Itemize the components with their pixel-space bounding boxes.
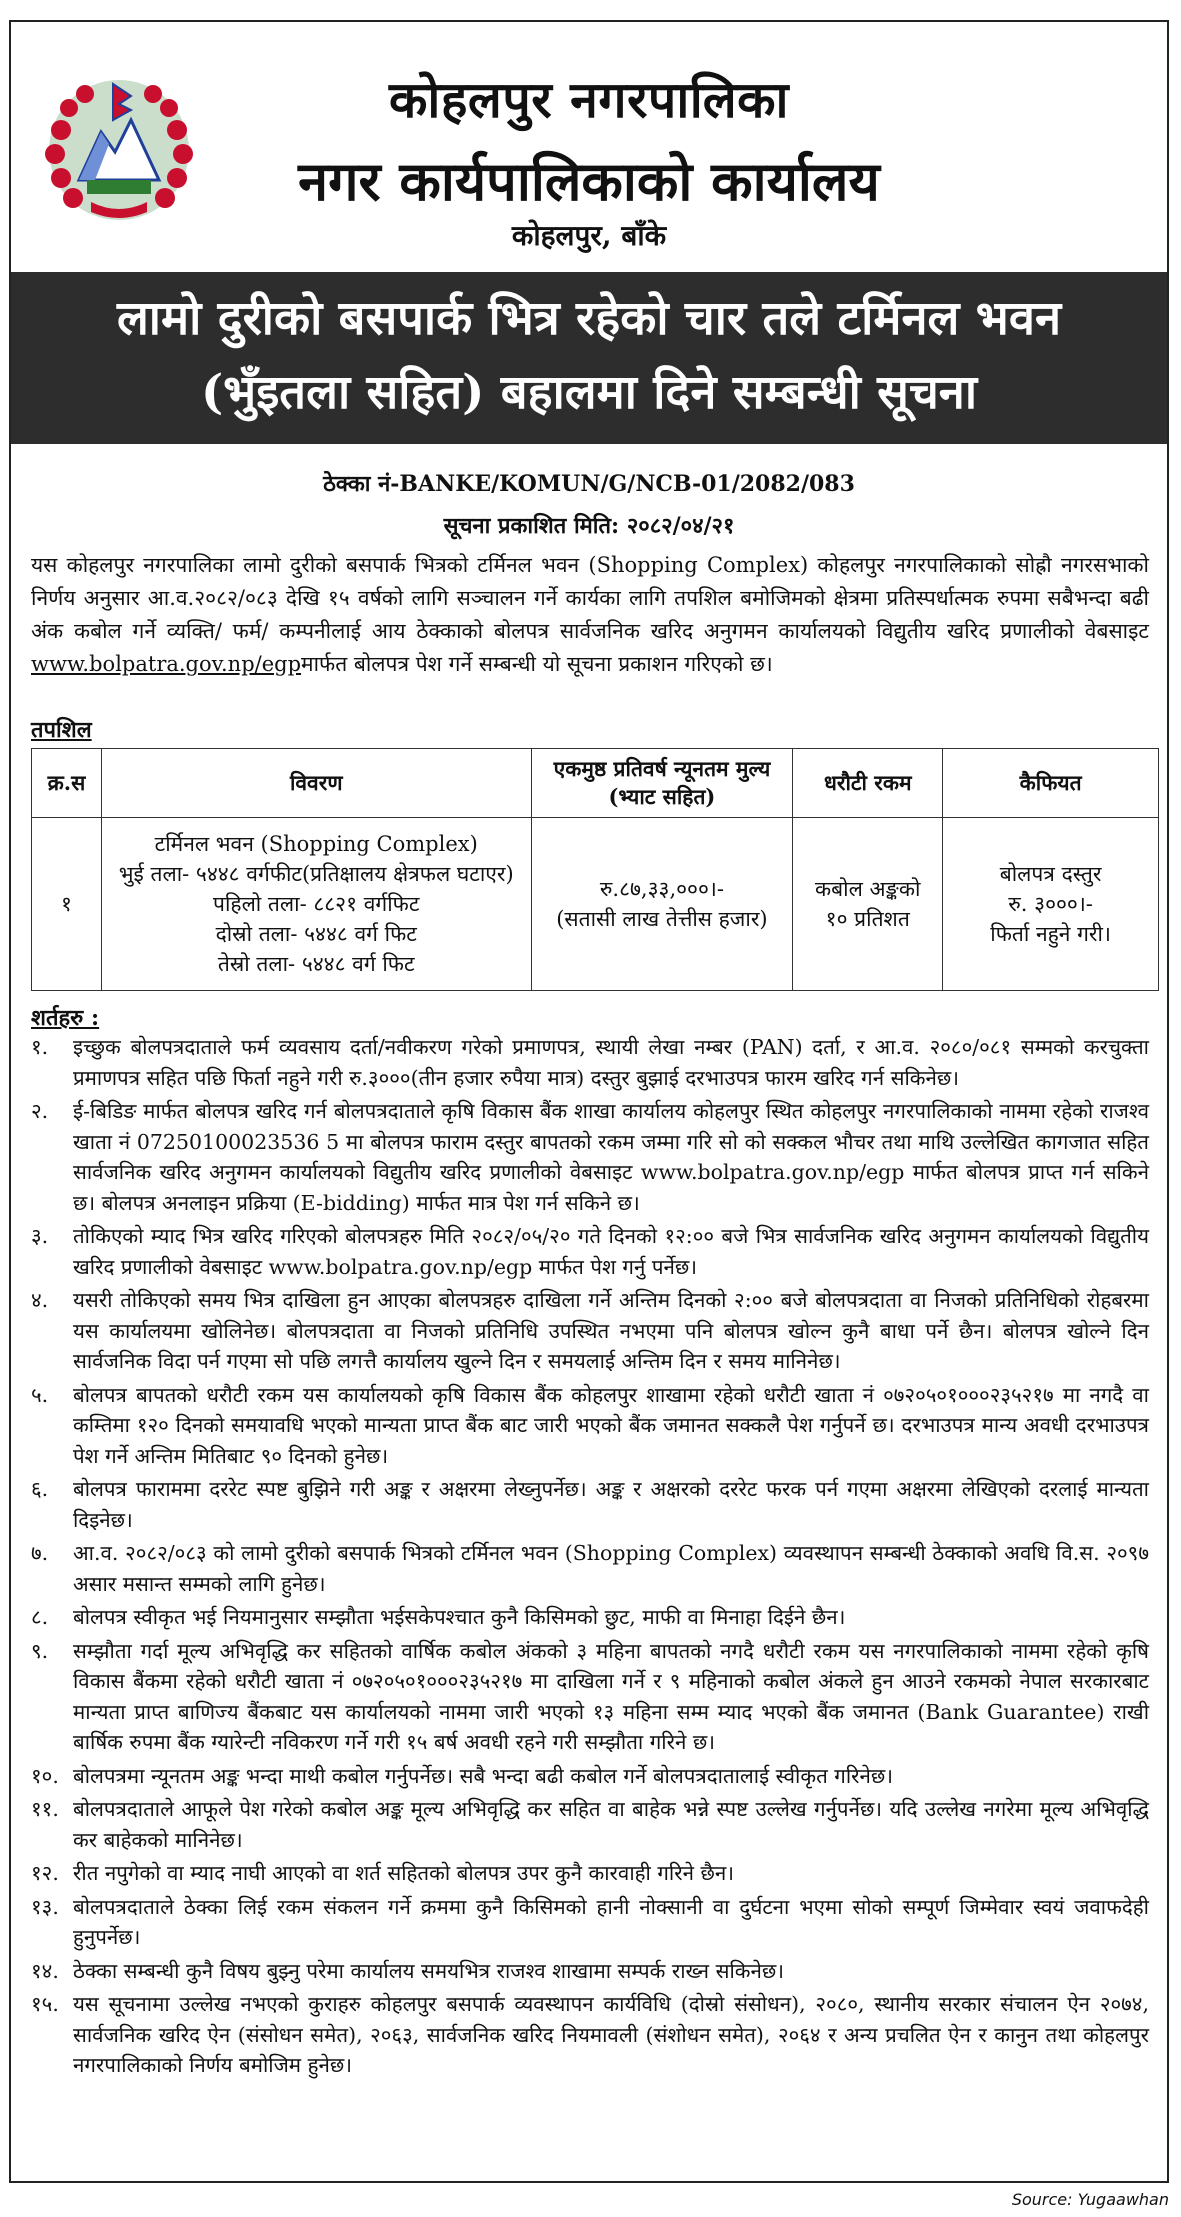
desc-line: टर्मिनल भवन (Shopping Complex) — [154, 832, 478, 856]
notice-page — [9, 20, 1169, 2183]
cell-description — [101, 818, 531, 991]
intro-text: यस कोहलपुर नगरपालिका लामो दुरीको बसपार्क भित्रको टर्मिनल भवन (Shopping Complex) कोहलपुर नगरपालिकाको सोह्रौ नगरसभाको निर्णय अनुसार आ.व.२०८२/०८३ देखि १५ वर्षको लागि सञ्चालन गर्ने कार्यका लागि तपशिल बमोजिमको क्षेत्रमा प्रतिस्पर्धात्मक रुपमा सबैभन्दा बढी अंक कबोल गर्ने व्यक्ति/ फर्म/ कम्पनीलाई आय ठेक्काको बोलपत्र सार्वजनिक खरिद अनुगमन कार्यालयको विद्युतीय खरिद प्रणालीको वेबसाइट — [31, 553, 1149, 643]
table-row — [32, 818, 1159, 991]
notice-title-line1: लामो दुरीको बसपार्क भित्र रहेको चार तले टर्मिनल भवन — [116, 291, 1062, 346]
condition-text: बोलपत्रमा न्यूनतम अङ्क भन्दा माथी कबोल गर्नुपर्नेछ। सबै भन्दा बढी कबोल गर्ने बोलपत्रदातालाई स्वीकृत गरिनेछ। — [73, 1763, 894, 1788]
condition-item — [31, 1989, 1149, 2081]
condition-text: यसरी तोकिएको समय भित्र दाखिला हुन आएका बोलपत्रहरु दाखिला गर्ने अन्तिम दिनको २:०० बजे बोलपत्रदाता वा निजको प्रतिनिधिको रोहबरमा यस कार्यालयमा खोलिनेछ। बोलपत्रदाता वा निजको प्रतिनिधि उपस्थित नभएमा पनि बोलपत्र खोल्न कुनै बाधा पर्ने छैन। बोलपत्र खोल्ने दिन सार्वजनिक विदा पर्न गएमा सो पछि लगत्तै कार्यालय खुल्ने दिन र समयलाई अन्तिम दिन र समय मानिनेछ। — [73, 1288, 1149, 1373]
condition-number: ७. — [31, 1541, 49, 1565]
condition-text: बोलपत्रदाताले आफूले पेश गरेको कबोल अङ्क मूल्य अभिवृद्धि कर सहित वा बाहेक भन्ने स्पष्ट उल्लेख गर्नुपर्नेछ। यदि उल्लेख नगरेमा मूल्य अभिवृद्धि कर बाहेकको मानिनेछ। — [73, 1797, 1149, 1852]
condition-text: तोकिएको म्याद भित्र खरिद गरिएको बोलपत्रहरु मिति २०८२/०५/२० गते दिनको १२:०० बजे भित्र सार्वजनिक खरिद अनुगमन कार्यालयको विद्युतीय खरिद प्रणालीको वेबसाइट www.bolpatra.gov.np/egp मार्फत पेश गर्नु पर्नेछ। — [73, 1224, 1149, 1279]
condition-text: इच्छुक बोलपत्रदाताले फर्म व्यवसाय दर्ता/नवीकरण गरेको प्रमाणपत्र, स्थायी लेखा नम्बर (PAN) दर्ता, र आ.व. २०८०/०८१ सम्मको करचुक्ता प्रमाणपत्र सहित पछि फिर्ता नहुने गरी रु.३०००(तीन हजार रुपैया मात्र) दस्तुर बुझाई दरभाउपत्र फारम खरिद गर्न सकिनेछ। — [73, 1035, 1149, 1090]
condition-item — [31, 1285, 1149, 1377]
condition-text: आ.व. २०८२/०८३ को लामो दुरीको बसपार्क भित्रको टर्मिनल भवन (Shopping Complex) व्यवस्थापन सम्बन्धी ठेक्काको अवधि वि.स. २०९७ असार मसान्त सम्मको लागि हुनेछ। — [73, 1541, 1149, 1596]
col-header-remarks: कैफियत — [943, 749, 1159, 818]
publish-date: सूचना प्रकाशित मिति: २०८२/०४/२१ — [443, 513, 735, 539]
conditions-title: शर्तहरु : — [31, 1005, 100, 1031]
condition-number: ५. — [31, 1382, 49, 1407]
notice-title-banner — [11, 272, 1167, 444]
condition-number: ९. — [31, 1638, 49, 1663]
cell-remarks — [943, 818, 1159, 991]
condition-number: १५. — [31, 1992, 59, 2016]
desc-line: दोस्रो तला- ५४४८ वर्ग फिट — [215, 922, 417, 946]
condition-text: रीत नपुगेको वा म्याद नाघी आएको वा शर्त सहितको बोलपत्र उपर कुनै कारवाही गरिने छैन। — [73, 1861, 734, 1885]
col-header-deposit: धरौटी रकम — [793, 749, 943, 818]
bolpatra-link[interactable]: www.bolpatra.gov.np/egp — [31, 652, 302, 676]
cell-sn: १ — [32, 818, 102, 991]
col-header-description: विवरण — [101, 749, 531, 818]
office-location: कोहलपुर, बाँके — [511, 219, 667, 252]
notice-title-line2: (भुँइतला सहित) बहालमा दिने सम्बन्धी सूचना — [200, 365, 978, 420]
condition-item — [31, 1096, 1149, 1218]
condition-text: यस सूचनामा उल्लेख नभएको कुराहरु कोहलपुर बसपार्क व्यवस्थापन कार्यविधि (दोस्रो संसोधन), २०८०, स्थानीय सरकार संचालन ऐन २०७४, सार्वजनिक खरिद ऐन (संसोधन समेत), २०६३, सार्वजनिक खरिद नियमावली (संशोधन समेत), २०६४ र अन्य प्रचलित ऐन र कानुन तथा कोहलपुर नगरपालिकाको निर्णय बमोजिम हुनेछ। — [73, 1992, 1149, 2077]
condition-item — [31, 1032, 1149, 1093]
condition-number: ११. — [31, 1797, 59, 1821]
condition-item — [31, 1956, 1149, 1987]
condition-number: १०. — [31, 1763, 59, 1788]
details-table — [31, 748, 1159, 991]
condition-number: २. — [31, 1099, 49, 1123]
remarks-line: रु. ३०००।- — [1008, 892, 1093, 916]
conditions-list — [31, 1032, 1149, 2084]
condition-number: ३. — [31, 1224, 49, 1248]
condition-text: बोलपत्र बापतको धरौटी रकम यस कार्यालयको कृषि विकास बैंक कोहलपुर शाखामा रहेको धरौटी खाता नं ०७२०५०१०००२३५२१७ मा नगदै वा कम्तिमा १२० दिनको समयावधि भएको मान्यता प्राप्त बैंक बाट जारी भएको बैंक जमानत सक्कलै पेश गर्नुपर्ने छ। दरभाउपत्र मान्य अवधी दरभाउपत्र पेश गर्ने अन्तिम मितिबाट ९० दिनको हुनेछ। — [73, 1382, 1149, 1468]
deposit-line: कबोल अङ्कको — [815, 877, 921, 901]
table-header-row — [32, 749, 1159, 818]
condition-text: ई-बिडिङ मार्फत बोलपत्र खरिद गर्न बोलपत्रदाताले कृषि विकास बैंक शाखा कार्यालय कोहलपुर स्थित कोहलपुर नगरपालिकाको नाममा रहेको राजश्व खाता नं 07250100023536 5 मा बोलपत्र फाराम दस्तुर बापतको रकम जम्मा गरि सो को सक्कल भौचर तथा माथि उल्लेखित कागजात सहित सार्वजनिक खरिद अनुगमन कार्यालयको विद्युतीय खरिद प्रणालीको वेबसाइट www.bolpatra.gov.np/egp मार्फत बोलपत्र प्राप्त गर्न सकिने छ। बोलपत्र अनलाइन प्रक्रिया (E-bidding) मार्फत मात्र पेश गर्न सकिने छ। — [73, 1099, 1149, 1215]
intro-paragraph — [31, 549, 1149, 681]
remarks-line: फिर्ता नहुने गरी। — [990, 922, 1111, 946]
col-header-sn: क्र.स — [32, 749, 102, 818]
source-credit: Source: Yugaawhan — [1011, 2190, 1169, 2209]
office-name: नगर कार्यपालिकाको कार्यालय — [298, 149, 880, 213]
condition-text: बोलपत्र फाराममा दररेट स्पष्ट बुझिने गरी अङ्क र अक्षरमा लेख्नुपर्नेछ। अङ्क र अक्षरको दररेट फरक पर्न गएमा अक्षरमा लेखिएको दरलाई मान्यता दिइनेछ। — [73, 1477, 1149, 1532]
condition-item — [31, 1221, 1149, 1282]
condition-number: ८. — [31, 1605, 49, 1629]
deposit-line: १० प्रतिशत — [825, 907, 910, 931]
tapasil-label: तपशिल — [31, 717, 92, 743]
remarks-line: बोलपत्र दस्तुर — [999, 862, 1102, 886]
desc-line: भुई तला- ५४४८ वर्गफीट(प्रतिक्षालय क्षेत्रफल घटाएर) — [118, 862, 514, 886]
condition-item — [31, 1474, 1149, 1535]
condition-item — [31, 1538, 1149, 1599]
condition-item — [31, 1761, 1149, 1792]
condition-item — [31, 1794, 1149, 1855]
condition-number: ६. — [31, 1477, 49, 1501]
condition-number: १४. — [31, 1958, 59, 1983]
intro-tail: मार्फत बोलपत्र पेश गर्ने सम्बन्धी यो सूचना प्रकाशन गरिएको छ। — [301, 652, 773, 676]
col-header-min-price: एकमुष्ठ प्रतिवर्ष न्यूनतम मुल्य (भ्याट सहित) — [531, 749, 793, 818]
cell-deposit — [793, 818, 943, 991]
condition-text: बोलपत्रदाताले ठेक्का लिई रकम संकलन गर्ने क्रममा कुनै किसिमको हानी नोक्सानी वा दुर्घटना भएमा सोको सम्पूर्ण जिम्मेवार स्वयं जवाफदेही हुनुपर्नेछ। — [73, 1894, 1149, 1949]
condition-item — [31, 1858, 1149, 1889]
condition-number: १३. — [31, 1894, 59, 1919]
condition-number: ४. — [31, 1288, 49, 1312]
condition-text: सम्झौता गर्दा मूल्य अभिवृद्धि कर सहितको वार्षिक कबोल अंकको ३ महिना बापतको नगदै धरौटी रकम यस नगरपालिकाको नाममा रहेको कृषि विकास बैंकमा रहेको धरौटी खाता नं ०७२०५०१०००२३५२१७ मा दाखिला गर्ने र ९ महिनाको कबोल अंकले हुन आउने रकमको नेपाल सरकारबाट मान्यता प्राप्त बाणिज्य बैंकबाट यस कार्यालयको नाममा जारी भएको १३ महिना सम्म म्याद भएको बैंक जमानत (Bank Guarantee) राखी बार्षिक रुपमा बैंक ग्यारेन्टी नविकरण गर्ने गरी १५ बर्ष अवधी रहने गरी सम्झौता गरिने छ। — [73, 1638, 1149, 1754]
condition-item — [31, 1602, 1149, 1633]
price-words: (सतासी लाख तेत्तीस हजार) — [556, 907, 768, 931]
desc-line: पहिलो तला- ८८२१ वर्गफिट — [213, 892, 420, 916]
condition-item — [31, 1636, 1149, 1758]
condition-text: ठेक्का सम्बन्धी कुनै विषय बुझ्नु परेमा कार्यालय समयभित्र राजश्व शाखामा सम्पर्क राख्न सकिनेछ। — [73, 1958, 785, 1983]
condition-number: १. — [31, 1035, 49, 1059]
condition-number: १२. — [31, 1861, 59, 1885]
price-amount: रु.८७,३३,०००।- — [599, 877, 724, 901]
cell-min-price — [531, 818, 793, 991]
municipality-name: कोहलपुर नगरपालिका — [389, 70, 789, 129]
desc-line: तेस्रो तला- ५४४८ वर्ग फिट — [217, 952, 415, 976]
condition-item — [31, 1892, 1149, 1953]
condition-text: बोलपत्र स्वीकृत भई नियमानुसार सम्झौता भईसकेपश्चात कुनै किसिमको छुट, माफी वा मिनाहा दिईने छैन। — [73, 1605, 846, 1629]
condition-item — [31, 1380, 1149, 1472]
tender-number: ठेक्का नं-BANKE/KOMUN/G/NCB-01/2082/083 — [323, 471, 855, 497]
